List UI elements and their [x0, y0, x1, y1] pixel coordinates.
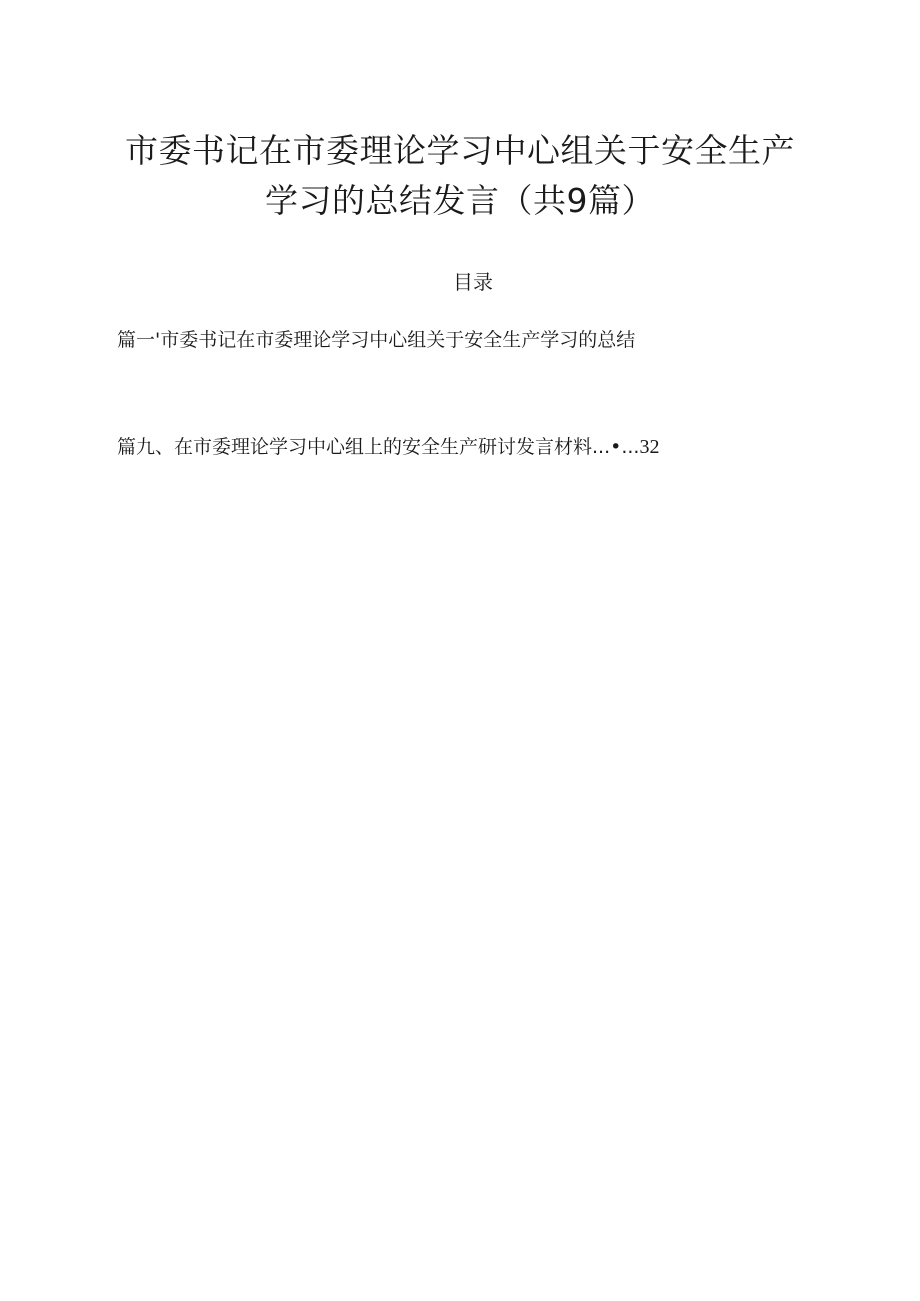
title-line-2: 学习的总结发言（共9篇）	[265, 181, 655, 220]
toc-entry-9[interactable]	[117, 432, 659, 462]
toc-entry-page: 32	[639, 436, 660, 458]
toc-entry-text: 篇一'市委书记在市委理论学习中心组关于安全生产学习的总结	[117, 329, 636, 351]
toc-heading: 目录	[453, 270, 493, 294]
document-title	[0, 126, 920, 226]
toc-entry-1[interactable]	[117, 325, 635, 355]
title-line-1: 市委书记在市委理论学习中心组关于安全生产	[125, 131, 795, 170]
toc-entry-text: 篇九、在市委理论学习中心组上的安全生产研讨发言材料...•...	[117, 436, 640, 458]
